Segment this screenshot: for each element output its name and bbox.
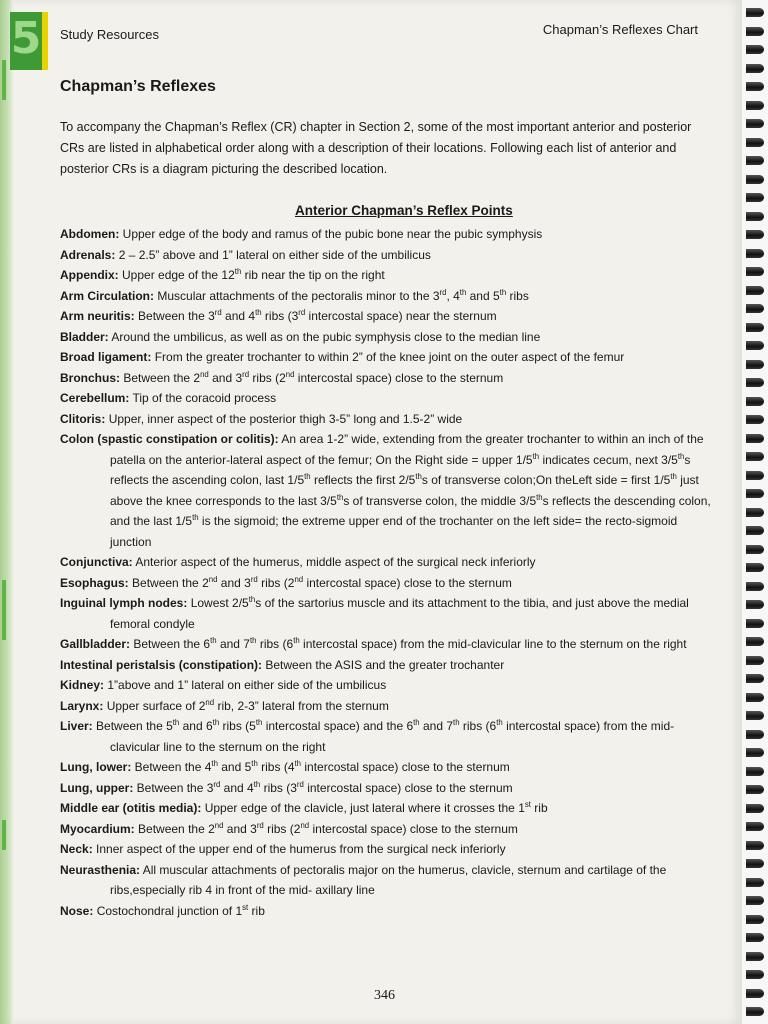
reflex-term: Neck: <box>60 842 93 856</box>
green-edge-mark <box>2 580 6 640</box>
running-header-left: Study Resources <box>60 27 159 42</box>
page-edge-tint <box>0 0 14 1024</box>
green-edge-mark <box>2 60 6 100</box>
running-header-right: Chapman’s Reflexes Chart <box>542 22 698 37</box>
binding-coil <box>746 619 764 628</box>
reflex-description: All muscular attachments of pectoralis major on the humerus, clavicle, sternum and cartilage of the ribs,especially rib 4 in front of the mid- axillary line <box>110 862 667 897</box>
binding-coil <box>746 637 764 646</box>
reflex-description: Between the 6th and 7th ribs (6th intercostal space) from the mid-clavicular line to the sternum on the right <box>133 636 687 651</box>
binding-coil <box>746 323 764 332</box>
binding-coil <box>746 230 764 239</box>
reflex-entry <box>60 716 715 757</box>
binding-coil <box>746 452 764 461</box>
reflex-term: Clitoris: <box>60 411 106 426</box>
binding-coil <box>746 748 764 757</box>
binding-coil <box>746 212 764 221</box>
reflex-term: Abdomen: <box>60 227 120 241</box>
reflex-term: Appendix: <box>60 268 119 282</box>
binding-coil <box>746 508 764 517</box>
reflex-description: Upper surface of 2nd rib, 2-3” lateral from the sternum <box>106 697 389 713</box>
binding-coil <box>746 933 764 942</box>
reflex-description: Anterior aspect of the humerus, middle aspect of the surgical neck inferiorly <box>135 555 536 569</box>
reflex-entry <box>60 778 715 799</box>
reflex-description: Upper edge of the 12th rib near the tip on the right <box>122 267 385 282</box>
page-title: Chapman’s Reflexes <box>60 78 216 95</box>
reflex-entry <box>60 757 715 778</box>
binding-coil <box>746 563 764 572</box>
binding-coil <box>746 415 764 424</box>
reflex-description: Between the 5th and 6th ribs (5th intercostal space) and the 6th and 7th ribs (6th intercostal space) from the mid-clavicular line to the sternum on the right <box>96 718 675 754</box>
binding-coil <box>746 952 764 961</box>
binding-coil <box>746 804 764 813</box>
binding-coil <box>746 341 764 350</box>
binding-coil <box>746 101 764 110</box>
binding-coil <box>746 545 764 554</box>
reflex-entry <box>60 429 715 552</box>
reflex-description: Costochondral junction of 1st rib <box>96 902 265 918</box>
binding-coil <box>746 156 764 165</box>
binding-coil <box>746 360 764 369</box>
reflex-term: Bronchus: <box>60 370 120 385</box>
binding-coil <box>746 45 764 54</box>
binding-coil <box>746 785 764 794</box>
reflex-term: Nose: <box>60 903 94 918</box>
binding-coil <box>746 286 764 295</box>
reflex-term: Liver: <box>60 719 93 733</box>
reflex-description: Between the ASIS and the greater trochanter <box>265 657 505 672</box>
reflex-term: Inguinal lymph nodes: <box>60 596 188 610</box>
reflex-entry <box>60 388 715 409</box>
reflex-entry <box>60 675 715 696</box>
binding-coil <box>746 249 764 258</box>
reflex-term: Kidney: <box>60 678 105 692</box>
reflex-entry <box>60 552 715 573</box>
reflex-term: Gallbladder: <box>60 637 131 651</box>
reflex-description: Between the 2nd and 3rd ribs (2nd intercostal space) close to the sternum <box>138 820 518 836</box>
reflex-entry <box>60 655 715 676</box>
binding-coil <box>746 859 764 868</box>
binding-coil <box>746 767 764 776</box>
reflex-term: Lung, upper: <box>60 780 134 795</box>
binding-coil <box>746 915 764 924</box>
binding-coil <box>746 600 764 609</box>
binding-coil <box>746 267 764 276</box>
reflex-term: Intestinal peristalsis (constipation): <box>60 657 263 672</box>
binding-coil <box>746 8 764 17</box>
reflex-entry <box>60 224 715 245</box>
reflex-term: Broad ligament: <box>60 350 152 364</box>
section-tab-number: 5 <box>10 13 42 64</box>
reflex-term: Cerebellum: <box>60 391 130 405</box>
reflex-description: Tip of the coracoid process <box>132 391 277 405</box>
green-edge-mark <box>2 820 6 850</box>
binding-coil <box>746 193 764 202</box>
reflex-entry <box>60 347 715 368</box>
reflex-description: From the greater trochanter to within 2” of the knee joint on the outer aspect of the femur <box>154 350 625 364</box>
binding-coil <box>746 434 764 443</box>
binding-coil <box>746 693 764 702</box>
binding-coil <box>746 378 764 387</box>
reflex-description: Between the 3rd and 4th ribs (3rd intercostal space) near the sternum <box>138 308 497 323</box>
reflex-term: Arm neuritis: <box>60 309 135 323</box>
binding-coil <box>746 82 764 91</box>
reflex-description: Upper edge of the clavicle, just lateral where it crosses the 1st rib <box>204 800 548 815</box>
reflex-term: Esophagus: <box>60 575 129 590</box>
binding-coil <box>746 896 764 905</box>
reflex-term: Conjunctiva: <box>60 555 133 569</box>
page-number: 346 <box>374 988 395 1003</box>
reflex-description: 2 – 2.5” above and 1” lateral on either side of the umbilicus <box>118 247 431 262</box>
binding-coil <box>746 397 764 406</box>
binding-coil <box>746 27 764 36</box>
binding-coil <box>746 970 764 979</box>
reflex-entry <box>60 306 715 327</box>
binding-coil <box>746 822 764 831</box>
reflex-description: Lowest 2/5ths of the sartorius muscle and its attachment to the tibia, and just above the medial femoral condyle <box>110 595 689 631</box>
reflex-entry <box>60 819 715 840</box>
binding-coil <box>746 1007 764 1016</box>
reflex-entry <box>60 265 715 286</box>
binding-coil <box>746 119 764 128</box>
reflex-term: Colon (spastic constipation or colitis): <box>60 432 279 446</box>
binding-coil <box>746 674 764 683</box>
binding-coil <box>746 989 764 998</box>
reflex-description: 1”above and 1” lateral on either side of the umbilicus <box>107 678 387 692</box>
reflex-list <box>60 224 715 921</box>
reflex-entry <box>60 798 715 819</box>
reflex-term: Bladder: <box>60 329 109 344</box>
binding-coil <box>746 711 764 720</box>
reflex-description: Between the 2nd and 3rd ribs (2nd intercostal space) close to the sternum <box>132 574 512 590</box>
reflex-description: Inner aspect of the upper end of the humerus from the surgical neck inferiorly <box>96 842 506 856</box>
reflex-entry <box>60 901 715 922</box>
reflex-entry <box>60 860 715 901</box>
binding-coil <box>746 175 764 184</box>
binding-coil <box>746 582 764 591</box>
reflex-description: Between the 4th and 5th ribs (4th intercostal space) close to the sternum <box>134 759 510 774</box>
reflex-entry <box>60 573 715 594</box>
reflex-term: Arm Circulation: <box>60 288 155 303</box>
section-heading: Anterior Chapman’s Reflex Points <box>295 203 513 218</box>
binding-coil <box>746 304 764 313</box>
binding-coil <box>746 471 764 480</box>
intro-paragraph: To accompany the Chapman’s Reflex (CR) chapter in Section 2, some of the most important anterior and posterior CRs are listed in alphabetical order along with a description of their locations. Following each list of anterior and posterior CRs is a diagram picturing the described location. <box>60 120 692 176</box>
reflex-term: Myocardium: <box>60 821 135 836</box>
reflex-entry <box>60 327 715 348</box>
reflex-description: An area 1-2” wide, extending from the greater trochanter to within an inch of the patella on the anterior-lateral aspect of the femur; On the Right side = upper 1/5th indicates cecum, next 3/5ths reflects the ascending colon, last 1/5th reflects the first 2/5ths of transverse colon;On theLeft side = first 1/5th just above the knee corresponds to the last 3/5ths of transverse colon, the middle 3/5ths reflects the descending colon, and the last 1/5th is the sigmoid; the extreme upper end of the trochanter on the left side= the recto-sigmoid junction <box>110 432 711 549</box>
reflex-term: Middle ear (otitis media): <box>60 801 202 815</box>
binding-coil <box>746 526 764 535</box>
binding-coil <box>746 489 764 498</box>
binding-coil <box>746 841 764 850</box>
reflex-term: Neurasthenia: <box>60 862 141 877</box>
binding-coil <box>746 878 764 887</box>
reflex-description: Muscular attachments of the pectoralis minor to the 3rd, 4th and 5th ribs <box>157 287 529 303</box>
reflex-entry <box>60 593 715 634</box>
reflex-entry <box>60 696 715 717</box>
binding-coil <box>746 138 764 147</box>
binding-coil <box>746 656 764 665</box>
reflex-entry <box>60 409 715 430</box>
reflex-entry <box>60 368 715 389</box>
binding-coil <box>746 64 764 73</box>
reflex-entry <box>60 286 715 307</box>
reflex-description: Upper, inner aspect of the posterior thigh 3-5” long and 1.5-2” wide <box>108 411 463 426</box>
reflex-description: Between the 3rd and 4th ribs (3rd intercostal space) close to the sternum <box>136 779 513 795</box>
reflex-term: Adrenals: <box>60 247 116 262</box>
reflex-description: Around the umbilicus, as well as on the pubic symphysis close to the median line <box>111 329 541 344</box>
reflex-entry <box>60 839 715 860</box>
reflex-entry <box>60 245 715 266</box>
reflex-term: Larynx: <box>60 698 104 713</box>
reflex-description: Between the 2nd and 3rd ribs (2nd intercostal space) close to the sternum <box>123 369 504 385</box>
reflex-description: Upper edge of the body and ramus of the pubic bone near the pubic symphysis <box>122 227 543 241</box>
reflex-term: Lung, lower: <box>60 760 132 774</box>
reflex-entry <box>60 634 715 655</box>
binding-coil <box>746 730 764 739</box>
